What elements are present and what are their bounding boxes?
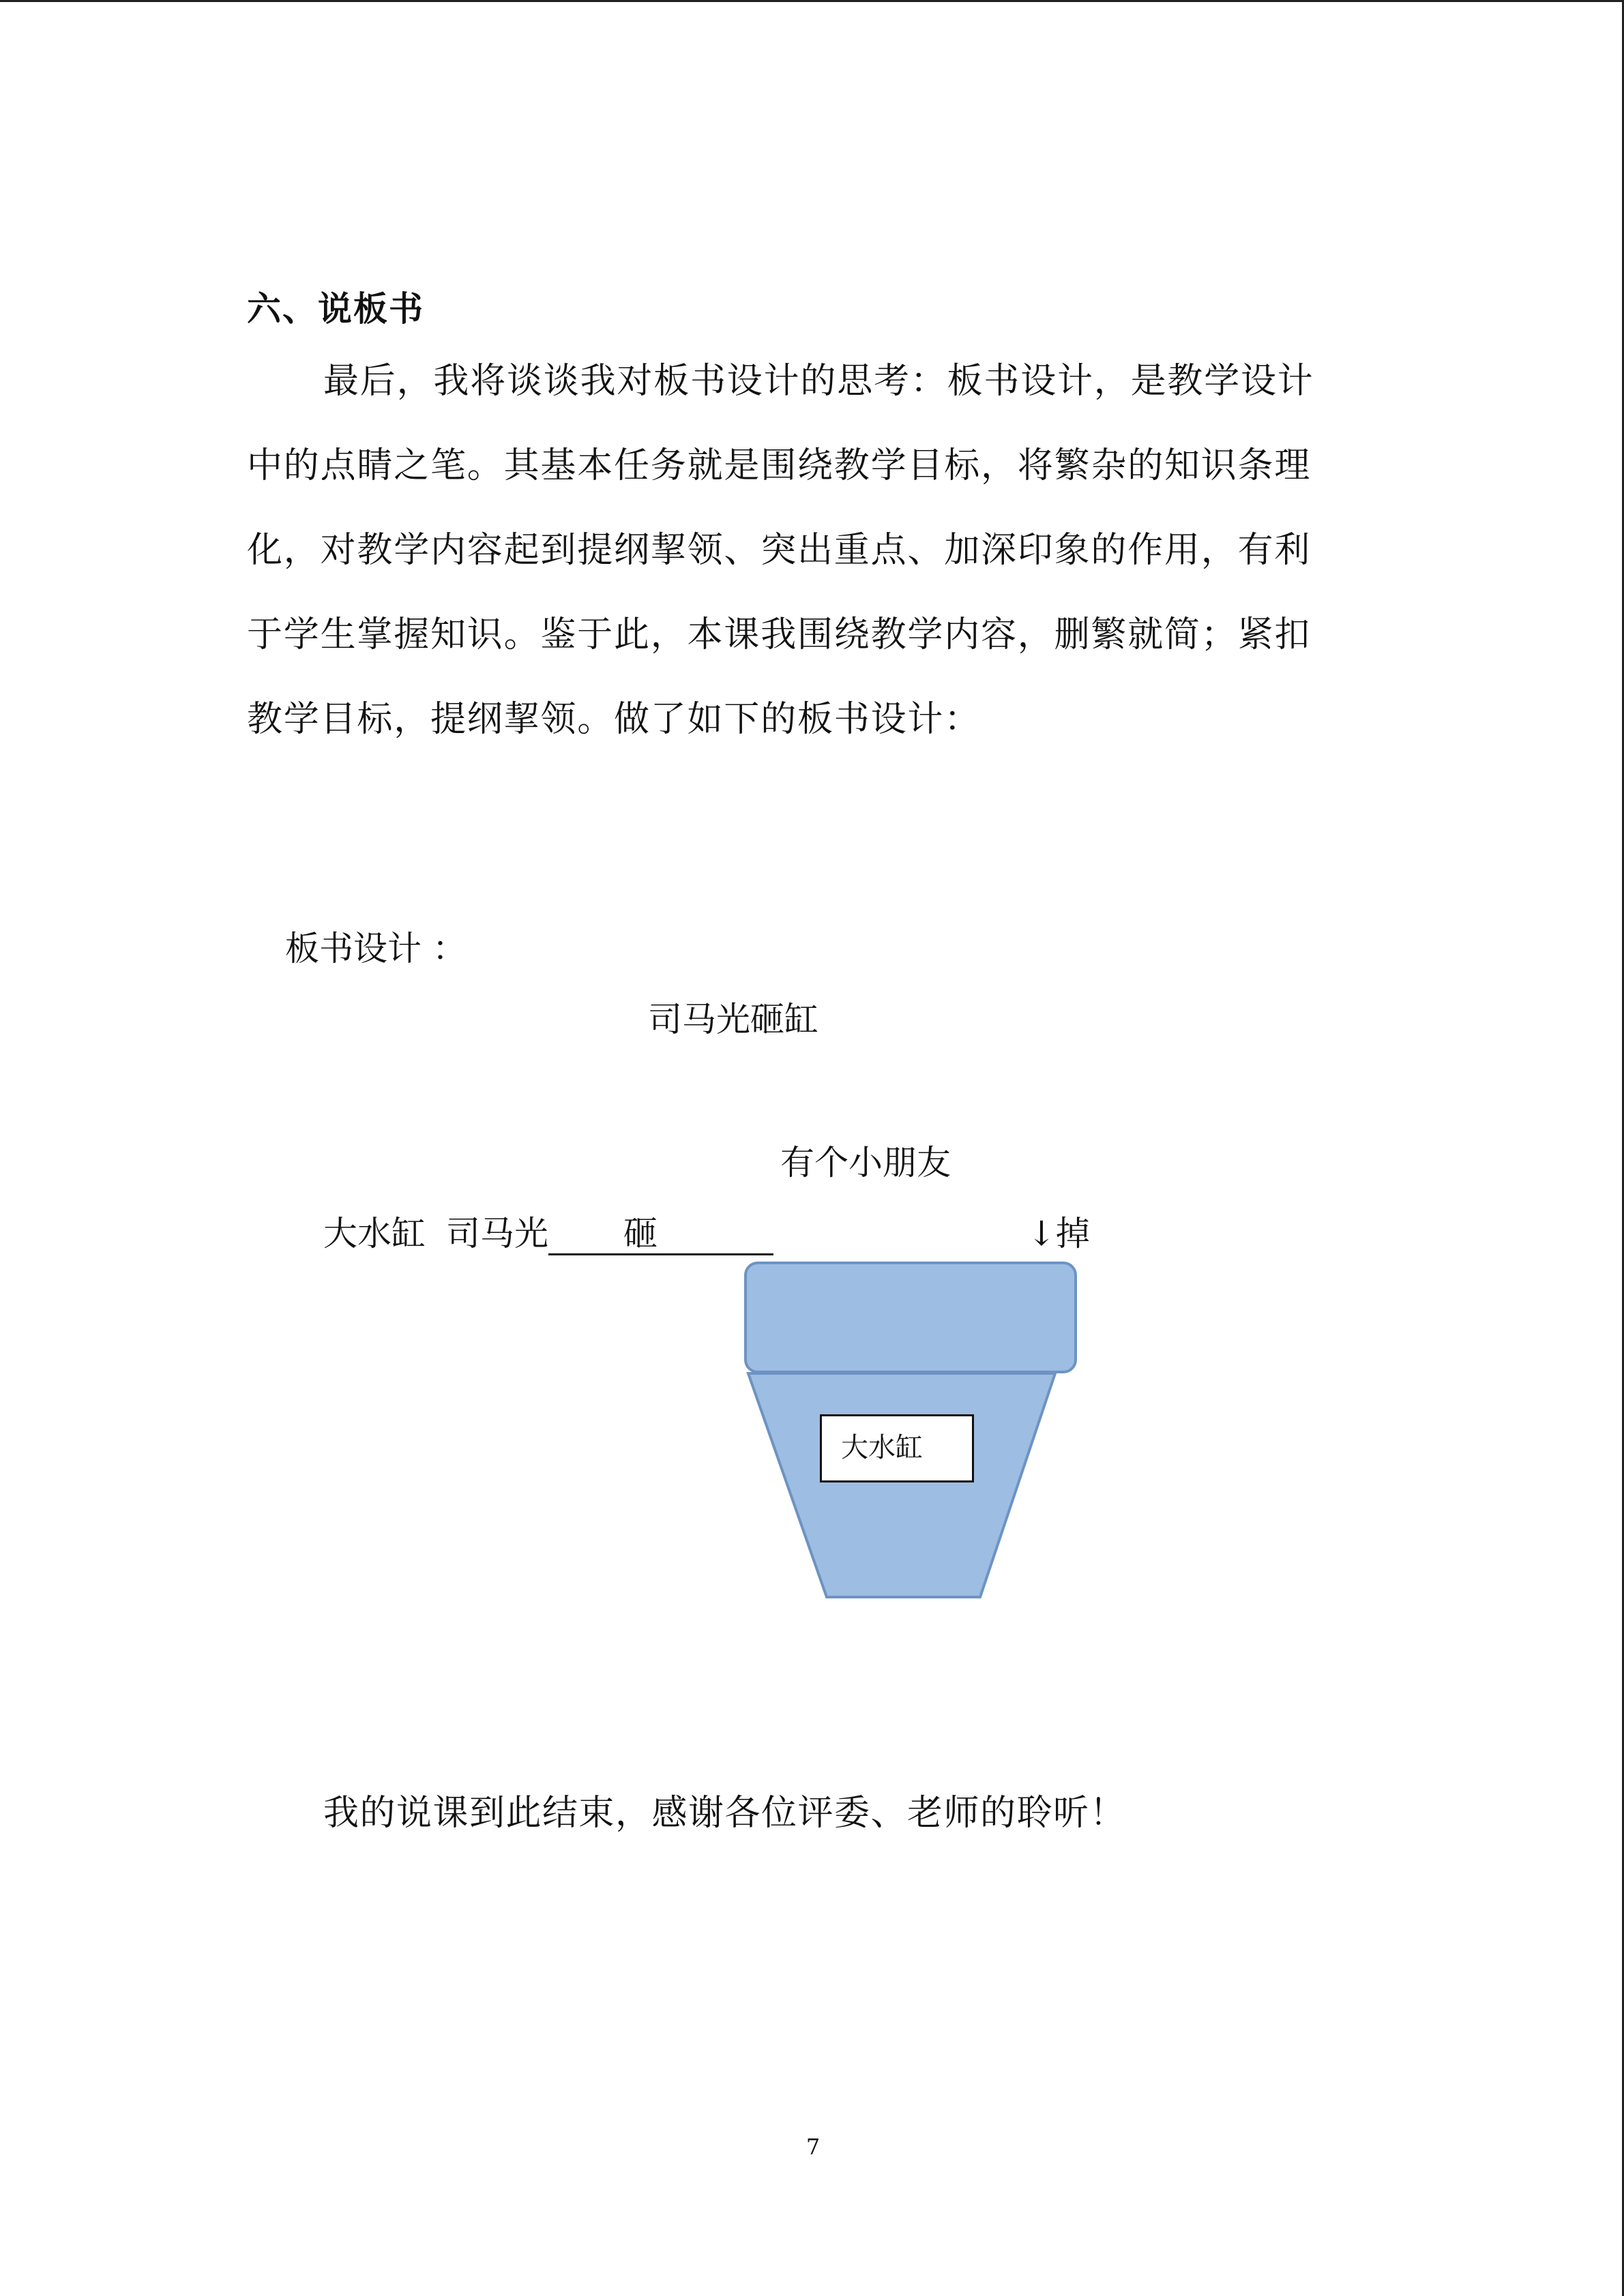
board-smash-text: 砸 <box>623 1214 658 1253</box>
vat-body-shape <box>748 1373 1055 1597</box>
paragraph-line-2: 中的点睛之笔。其基本任务就是围绕教学目标，将繁杂的知识条理 <box>247 445 1312 486</box>
board-vat-text: 大水缸 <box>323 1214 426 1253</box>
page-number: 7 <box>806 2134 821 2160</box>
paragraph-line-4: 于学生掌握知识。鉴于此，本课我围绕教学内容，删繁就简；紧扣 <box>247 614 1312 655</box>
vat-rim-shape <box>745 1263 1076 1372</box>
paragraph-line-5: 教学目标，提纲挈领。做了如下的板书设计： <box>247 699 981 740</box>
vat-label-box <box>820 1414 974 1482</box>
board-main-row <box>323 1210 773 1257</box>
closing-text: 我的说课到此结束，感谢各位评委、老师的聆听！ <box>323 1793 1127 1834</box>
paragraph-line-1: 最后，我将谈谈我对板书设计的思考：板书设计，是教学设计 <box>323 361 1314 402</box>
paragraph-line-3: 化，对教学内容起到提纲挈领、突出重点、加深印象的作用，有利 <box>247 530 1312 571</box>
board-sima-text: 司马光 <box>446 1214 548 1253</box>
board-design-label: 板书设计 ： <box>285 929 467 968</box>
board-smash-blank <box>548 1214 773 1255</box>
board-friend-text: 有个小朋友 <box>780 1143 951 1182</box>
section-heading: 六、说板书 <box>247 288 424 329</box>
board-title: 司马光砸缸 <box>648 1000 818 1039</box>
vat-label: 大水缸 <box>841 1432 923 1463</box>
board-drop-text: ↓掉 <box>1027 1214 1090 1253</box>
